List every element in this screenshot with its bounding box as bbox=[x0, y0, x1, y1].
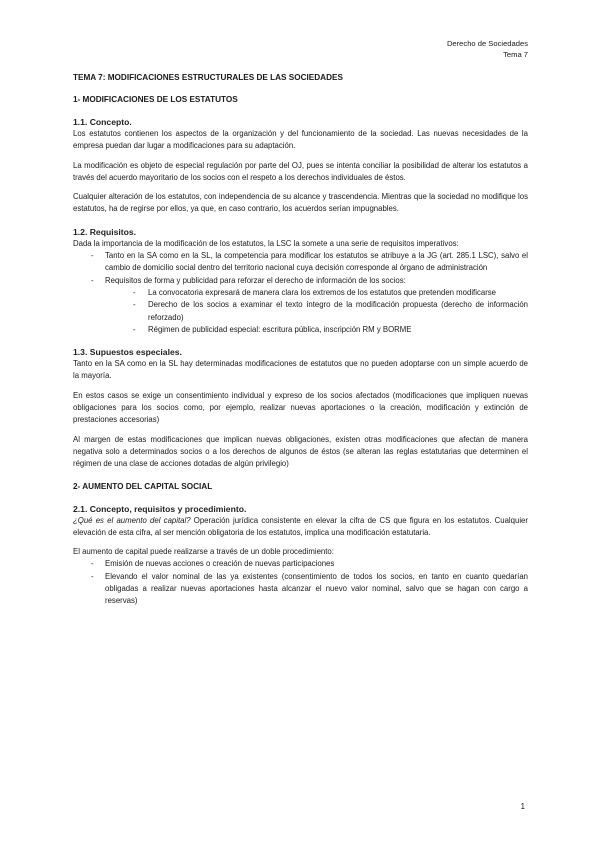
list-item-text: Requisitos de forma y publicidad para reforzar el derecho de información de los socios: bbox=[105, 275, 406, 285]
sub-list-item bbox=[133, 299, 528, 324]
list-item bbox=[91, 571, 528, 608]
sub-list-item bbox=[133, 324, 528, 336]
paragraph: Cualquier alteración de los estatutos, con independencia de su alcance y trascendencia. Mientras que la sociedad no modifique los estatutos, ha de regirse por ellos, ya que, en caso contrario, los acuerdos serían impugnables. bbox=[73, 192, 528, 214]
list-item bbox=[91, 275, 528, 336]
bullet-dash: - bbox=[91, 251, 94, 261]
requirements-list bbox=[73, 250, 528, 336]
procedure-list bbox=[73, 558, 528, 607]
list-item bbox=[91, 558, 528, 570]
paragraph-text: Operación jurídica consistente en elevar la cifra de CS que figura en los estatutos. Cualquier elevación de esta cifra, al ser mención obligatoria de los estatutos, implica una modificación estatutaria. bbox=[73, 515, 528, 537]
document-body bbox=[73, 72, 528, 608]
list-item-text: Emisión de nuevas acciones o creación de nuevas participaciones bbox=[105, 559, 335, 569]
list-item-text: Régimen de publicidad especial: escritura pública, inscripción RM y BORME bbox=[148, 324, 412, 334]
list-item-text: La convocatoria expresará de manera clara los extremos de los estatutos que pretenden modificarse bbox=[148, 287, 497, 297]
question-text: ¿Qué es el aumento del capital? bbox=[73, 515, 191, 525]
bullet-dash: - bbox=[91, 571, 94, 581]
list-item-text: Derecho de los socios a examinar el texto íntegro de la modificación propuesta (derecho de información reforzado) bbox=[148, 300, 528, 322]
paragraph: El aumento de capital puede realizarse a través de un doble procedimiento: bbox=[73, 547, 334, 557]
list-item-text: Tanto en la SA como en la SL, la competencia para modificar los estatutos se atribuye a la JG (art. 285.1 LSC), salvo el cambio de domicilio social dentro del territorio nacional cuya decisión corresponde al órgano de administración bbox=[105, 251, 528, 273]
paragraph: Al margen de estas modificaciones que implican nuevas obligaciones, existen otras modificaciones que afectan de manera negativa solo a determinados socios o a los derechos de algunos de éstos (se alteran las reglas estatutarias que determinen el régimen de una clase de acciones dotadas de algún privilegio) bbox=[73, 434, 528, 469]
page-number: 1 bbox=[520, 802, 525, 811]
subsection-1-3-heading: 1.3. Supuestos especiales. bbox=[73, 347, 182, 358]
bullet-dash: - bbox=[91, 559, 94, 569]
list-item bbox=[91, 250, 528, 275]
bullet-dash: - bbox=[133, 300, 136, 310]
subsection-1-1-heading: 1.1. Concepto. bbox=[73, 117, 132, 127]
bullet-dash: - bbox=[133, 324, 136, 334]
list-item-text: Elevando el valor nominal de las ya existentes (consentimiento de todos los socios, en tanto en cuanto quedarían obligadas a realizar nuevas aportaciones hasta alcanzar el nuevo valor nominal, salvo que se hagan con cargo a reservas) bbox=[105, 571, 528, 606]
paragraph: Dada la importancia de la modificación de los estatutos, la LSC la somete a una serie de requisitos imperativos: bbox=[73, 238, 459, 248]
subsection-2-1-heading: 2.1. Concepto, requisitos y procedimiento. bbox=[73, 503, 247, 514]
paragraph: La modificación es objeto de especial regulación por parte del OJ, pues se intenta conciliar la posibilidad de alterar los estatutos a través del acuerdo mayoritario de los socios con el respeto a los derechos individuales de éstos. bbox=[73, 160, 528, 182]
sub-list-item bbox=[133, 287, 528, 299]
subsection-1-2-heading: 1.2. Requisitos. bbox=[73, 226, 137, 237]
bullet-dash: - bbox=[133, 287, 136, 297]
section-2-heading: 2- AUMENTO DEL CAPITAL SOCIAL bbox=[73, 481, 213, 491]
paragraph: Tanto en la SA como en la SL hay determinadas modificaciones de estatutos que no pueden adoptarse con un simple acuerdo de la mayoría. bbox=[73, 359, 528, 381]
bullet-dash: - bbox=[91, 275, 94, 285]
paragraph bbox=[73, 515, 528, 540]
running-header bbox=[447, 38, 528, 60]
sub-list bbox=[105, 287, 528, 336]
header-topic: Tema 7 bbox=[503, 50, 528, 59]
document-title: TEMA 7: MODIFICACIONES ESTRUCTURALES DE LAS SOCIEDADES bbox=[73, 73, 343, 82]
paragraph: En estos casos se exige un consentimiento individual y expreso de los socios afectados (modificaciones que impliquen nuevas obligaciones para los socios como, por ejemplo, realizar nuevas aportaciones o la creación, modificación y extinción de prestaciones accesorias) bbox=[73, 390, 528, 425]
section-1-heading: 1- MODIFICACIONES DE LOS ESTATUTOS bbox=[73, 95, 238, 104]
header-course: Derecho de Sociedades bbox=[446, 39, 528, 48]
paragraph: Los estatutos contienen los aspectos de la organización y del funcionamiento de la sociedad. Las nuevas necesidades de la empresa puedan dar lugar a modificaciones para su adaptación. bbox=[73, 129, 528, 151]
